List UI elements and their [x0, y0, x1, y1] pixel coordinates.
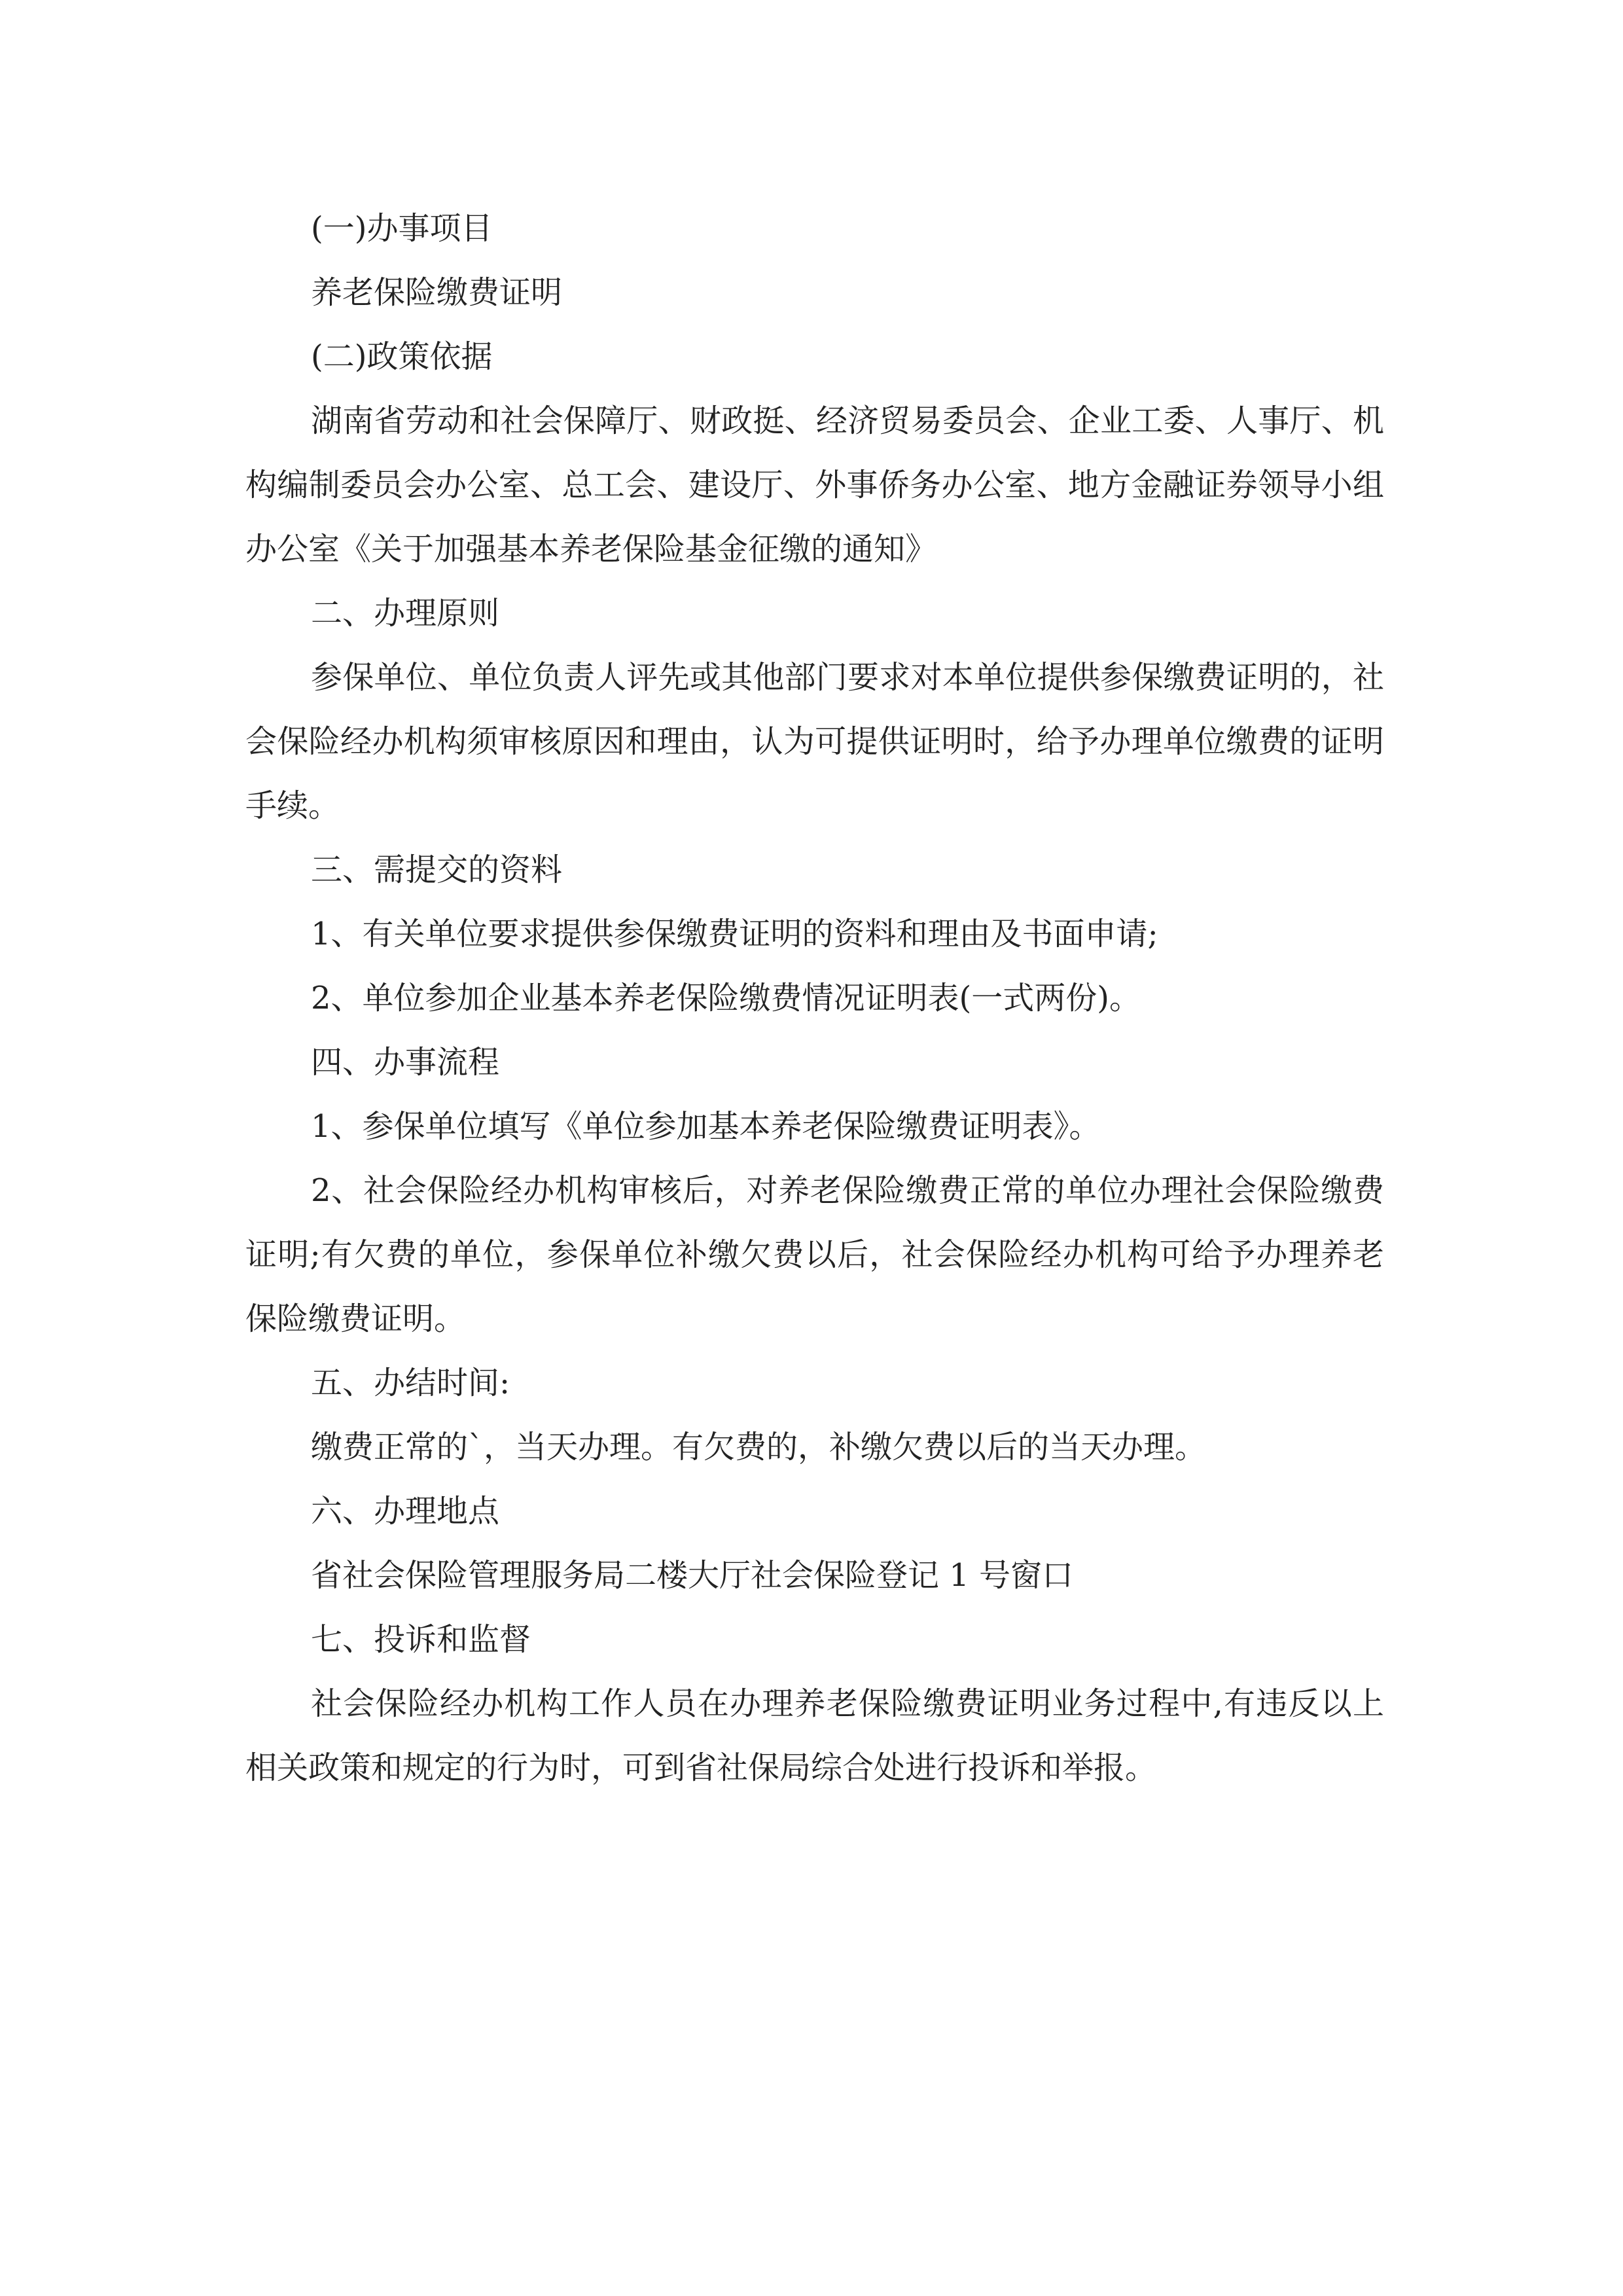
materials-item-1: 1、有关单位要求提供参保缴费证明的资料和理由及书面申请;	[311, 916, 1158, 952]
completion-time-text: 缴费正常的`，当天办理。有欠费的，补缴欠费以后的当天办理。	[311, 1429, 1207, 1465]
process-step-2: 2、社会保险经办机构审核后，对养老保险缴费正常的单位办理社会保险缴费证明;有欠费的单位，参保单位补缴欠费以后，社会保险经办机构可给予办理养老保险缴费证明。	[245, 1172, 1384, 1337]
heading-location: 六、办理地点	[311, 1493, 500, 1530]
heading-principle: 二、办理原则	[311, 595, 500, 632]
item-text: 养老保险缴费证明	[311, 274, 563, 311]
heading-materials: 三、需提交的资料	[311, 852, 563, 888]
heading-process: 四、办事流程	[311, 1044, 500, 1081]
document-body	[245, 196, 1384, 1800]
policy-basis-text: 湖南省劳动和社会保障厅、财政挺、经济贸易委员会、企业工委、人事厅、机构编制委员会办公室、总工会、建设厅、外事侨务办公室、地方金融证券领导小组办公室《关于加强基本养老保险基金征缴的通知》	[245, 403, 1384, 567]
heading-policy-basis: (二)政策依据	[311, 338, 493, 375]
process-step-1: 1、参保单位填写《单位参加基本养老保险缴费证明表》。	[311, 1108, 1101, 1145]
location-text: 省社会保险管理服务局二楼大厅社会保险登记 1 号窗口	[311, 1557, 1074, 1594]
heading-complaints: 七、投诉和监督	[311, 1621, 531, 1658]
principle-text: 参保单位、单位负责人评先或其他部门要求对本单位提供参保缴费证明的，社会保险经办机构须审核原因和理由，认为可提供证明时，给予办理单位缴费的证明手续。	[245, 659, 1384, 824]
heading-completion-time: 五、办结时间:	[311, 1365, 510, 1401]
materials-item-2: 2、单位参加企业基本养老保险缴费情况证明表(一式两份)。	[311, 980, 1141, 1016]
complaints-text: 社会保险经办机构工作人员在办理养老保险缴费证明业务过程中,有违反以上相关政策和规定的行为时，可到省社保局综合处进行投诉和举报。	[245, 1685, 1384, 1786]
heading-item: (一)办事项目	[311, 210, 493, 247]
